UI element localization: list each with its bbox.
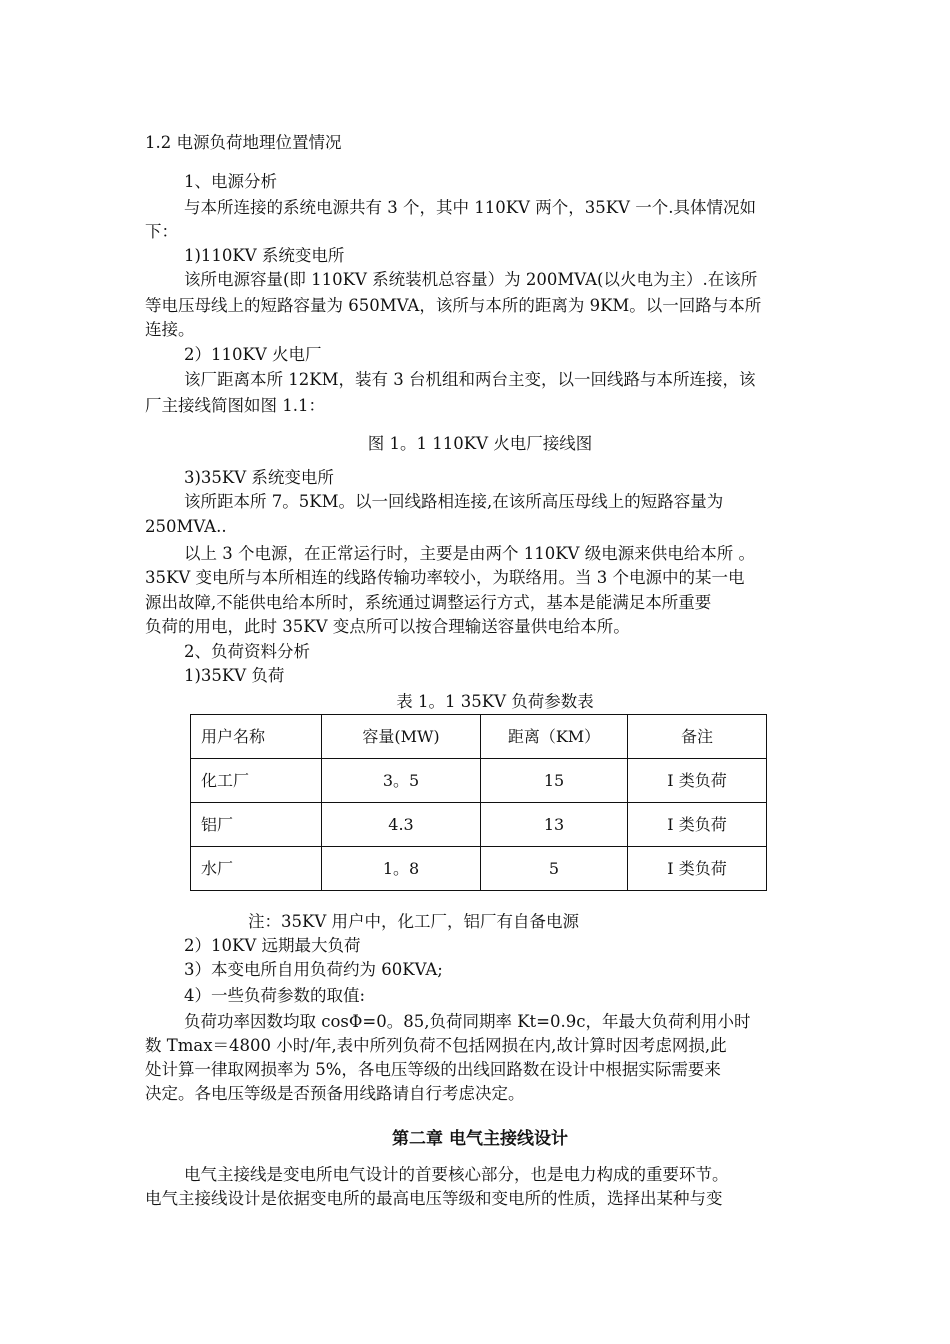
paragraph-line: 连接。 <box>145 320 195 339</box>
list-item-heading: 1)110KV 系统变电所 <box>184 246 345 265</box>
table-cell: 13 <box>481 803 628 847</box>
table-row <box>191 803 767 847</box>
table-cell: 3。5 <box>322 759 481 803</box>
table-header-cell: 备注 <box>628 715 767 759</box>
paragraph-line: 负荷功率因数均取 cosΦ=0。85,负荷同期率 Kt=0.9c，年最大负荷利用小时 <box>184 1012 751 1031</box>
table-header-cell: 用户名称 <box>191 715 322 759</box>
subsection-heading: 2、负荷资料分析 <box>184 642 310 661</box>
paragraph-line: 250MVA.. <box>145 517 227 536</box>
figure-caption: 图 1。1 110KV 火电厂接线图 <box>367 434 593 453</box>
paragraph-line: 源出故障,不能供电给本所时，系统通过调整运行方式，基本是能满足本所重要 <box>145 593 712 612</box>
table-cell: 4.3 <box>322 803 481 847</box>
list-item: 4）一些负荷参数的取值: <box>184 986 366 1005</box>
table-cell: 水厂 <box>191 847 322 891</box>
paragraph-line: 该所电源容量(即 110KV 系统装机总容量）为 200MVA(以火电为主）.在该所 <box>184 270 758 289</box>
paragraph-line: 下： <box>145 222 178 241</box>
paragraph-line: 决定。各电压等级是否预备用线路请自行考虑决定。 <box>145 1084 525 1103</box>
paragraph-line: 厂主接线简图如图 1.1： <box>145 396 325 415</box>
load-parameter-table <box>190 714 767 891</box>
table-note: 注：35KV 用户中，化工厂，铝厂有自备电源 <box>248 912 579 931</box>
table-cell: 化工厂 <box>191 759 322 803</box>
list-item: 3）本变电所自用负荷约为 60KVA; <box>184 960 443 979</box>
table-cell: 1。8 <box>322 847 481 891</box>
subsection-heading: 1、电源分析 <box>184 172 277 191</box>
paragraph-line: 处计算一律取网损率为 5%，各电压等级的出线回路数在设计中根据实际需要来 <box>145 1060 721 1079</box>
table-header-row <box>191 715 767 759</box>
paragraph-line: 以上 3 个电源，在正常运行时，主要是由两个 110KV 级电源来供电给本所 。 <box>184 544 755 563</box>
paragraph-line: 等电压母线上的短路容量为 650MVA，该所与本所的距离为 9KM。以一回路与本所 <box>145 296 762 315</box>
table-caption: 表 1。1 35KV 负荷参数表 <box>396 692 594 711</box>
section-heading: 1.2 电源负荷地理位置情况 <box>145 133 342 152</box>
table-row <box>191 759 767 803</box>
chapter-title: 第二章 电气主接线设计 <box>392 1129 568 1149</box>
table-cell: Ⅰ 类负荷 <box>628 759 767 803</box>
paragraph-line: 数 Tmax＝4800 小时/年,表中所列负荷不包括网损在内,故计算时因考虑网损,此 <box>145 1036 727 1055</box>
paragraph-line: 电气主接线是变电所电气设计的首要核心部分，也是电力构成的重要环节。 <box>184 1165 729 1184</box>
paragraph-line: 与本所连接的系统电源共有 3 个，其中 110KV 两个，35KV 一个.具体情况如 <box>184 198 756 217</box>
table-header-cell: 容量(MW) <box>322 715 481 759</box>
list-item-heading: 2）110KV 火电厂 <box>184 345 322 364</box>
table-row <box>191 847 767 891</box>
table-cell: 5 <box>481 847 628 891</box>
list-item-heading: 1)35KV 负荷 <box>184 666 285 685</box>
table-cell: 铝厂 <box>191 803 322 847</box>
paragraph-line: 该厂距离本所 12KM，装有 3 台机组和两台主变，以一回线路与本所连接，该 <box>184 370 756 389</box>
table-cell: Ⅰ 类负荷 <box>628 847 767 891</box>
list-item-heading: 3)35KV 系统变电所 <box>184 468 334 487</box>
paragraph-line: 35KV 变电所与本所相连的线路传输功率较小，为联络用。当 3 个电源中的某一电 <box>145 568 745 587</box>
table-header-cell: 距离（KM） <box>481 715 628 759</box>
paragraph-line: 该所距本所 7。5KM。以一回线路相连接,在该所高压母线上的短路容量为 <box>184 492 724 511</box>
list-item: 2）10KV 远期最大负荷 <box>184 936 361 955</box>
table-cell: 15 <box>481 759 628 803</box>
table-cell: Ⅰ 类负荷 <box>628 803 767 847</box>
paragraph-line: 负荷的用电，此时 35KV 变点所可以按合理输送容量供电给本所。 <box>145 617 630 636</box>
paragraph-line: 电气主接线设计是依据变电所的最高电压等级和变电所的性质，选择出某种与变 <box>145 1189 723 1208</box>
